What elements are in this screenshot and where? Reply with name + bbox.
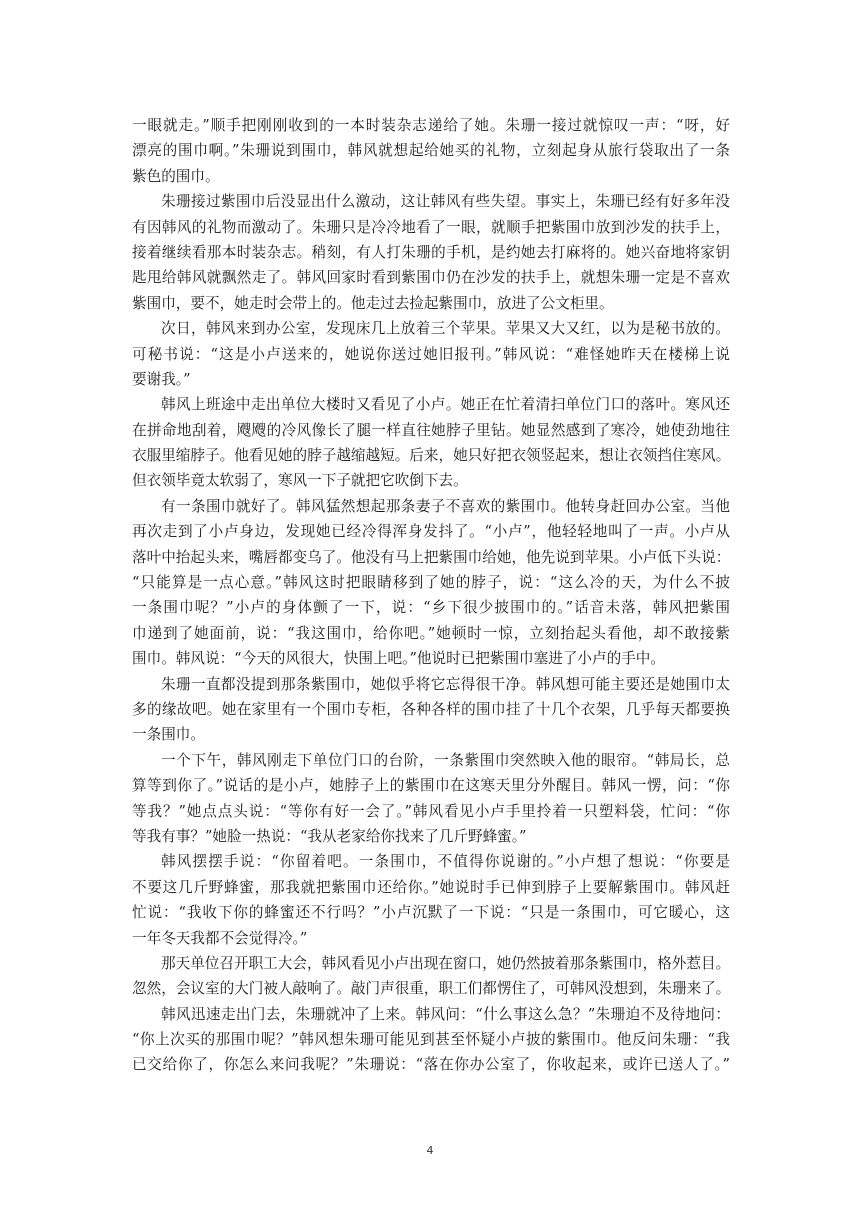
text-line: 不要这几斤野蜂蜜，那我就把紫围巾还给你。”她说时手已伸到脖子上要解紫围巾。韩风赶 [132, 878, 730, 896]
text-line: 有因韩风的礼物而激动了。朱珊只是冷冷地看了一眼，就顺手把紫围巾放到沙发的扶手上， [132, 218, 730, 236]
text-line: 一条围巾呢？”小卢的身体颤了一下，说：“乡下很少披围巾的。”话音未落，韩风把紫围 [132, 599, 730, 617]
text-line: 匙甩给韩风就飘然走了。韩风回家时看到紫围巾仍在沙发的扶手上，就想朱珊一定是不喜欢 [132, 269, 730, 287]
text-line: 韩风摆摆手说：“你留着吧。一条围巾，不值得你说谢的。”小卢想了想说：“你要是 [161, 853, 730, 871]
text-line: 已交给你了，你怎么来问我呢？”朱珊说：“落在你办公室了，你收起来，或许已送人了。” [132, 1056, 730, 1074]
text-line: 那天单位召开职工大会，韩风看见小卢出现在窗口，她仍然披着那条紫围巾，格外惹目。 [161, 954, 731, 972]
text-line: 漂亮的围巾啊。”朱珊说到围巾，韩风就想起给她买的礼物，立刻起身从旅行袋取出了一条 [132, 142, 730, 160]
text-line: 韩风迅速走出门去，朱珊就冲了上来。韩风问：“什么事这么急？”朱珊迫不及待地问： [161, 1005, 730, 1023]
text-line: 有一条围巾就好了。韩风猛然想起那条妻子不喜欢的紫围巾。他转身赶回办公室。当他 [161, 497, 730, 515]
text-line: “你上次买的那围巾呢？”韩风想朱珊可能见到甚至怀疑小卢披的紫围巾。他反问朱珊：“我 [132, 1031, 730, 1049]
text-line: 紫围巾，要不，她走时会带上的。他走过去捡起紫围巾，放进了公文柜里。 [132, 294, 614, 312]
text-line: 等我有事？”她脸一热说：“我从老家给你找来了几斤野蜂蜜。” [132, 827, 527, 845]
text-line: 一年冬天我都不会觉得冷。” [132, 929, 308, 947]
text-line: 朱珊接过紫围巾后没显出什么激动，这让韩风有些失望。事实上，朱珊已经有好多年没 [161, 193, 730, 211]
text-line: 一条围巾。 [132, 726, 205, 744]
text-line: 一眼就走。”顺手把刚刚收到的一本时装杂志递给了她。朱珊一接过就惊叹一声：“呀，好 [132, 117, 730, 134]
text-line: 衣服里缩脖子。他看见她的脖子越缩越短。后来，她只好把衣领竖起来，想让衣领挡住寒风。 [132, 447, 731, 465]
text-line: 次日，韩风来到办公室，发现床几上放着三个苹果。苹果又大又红，以为是秘书放的。 [161, 320, 730, 338]
text-line: 可秘书说：“这是小卢送来的，她说你送过她旧报刊。”韩风说：“难怪她昨天在楼梯上说 [132, 345, 730, 363]
text-line: 算等到你了。”说话的是小卢，她脖子上的紫围巾在这寒天里分外醒目。韩风一愣，问：“你 [132, 777, 730, 795]
text-line: 忽然，会议室的大门被人敲响了。敲门声很重，职工们都愣住了，可韩风没想到，朱珊来了。 [132, 980, 731, 998]
text-line: 围巾。韩风说：“今天的风很大，快围上吧。”他说时已把紫围巾塞进了小卢的手中。 [132, 650, 665, 668]
text-line: 要谢我。” [132, 370, 191, 388]
text-line: 韩风上班途中走出单位大楼时又看见了小卢。她正在忙着清扫单位门口的落叶。寒风还 [161, 396, 730, 414]
text-line: 紫色的围巾。 [132, 167, 220, 185]
text-line: 多的缘故吧。她在家里有一个围巾专柜，各种各样的围巾挂了十几个衣架，几乎每天都要换 [132, 700, 730, 718]
text-line: 但衣领毕竟太软弱了，寒风一下子就把它吹倒下去。 [132, 472, 468, 490]
text-line: 忙说：“我收下你的蜂蜜还不行吗？”小卢沉默了一下说：“只是一条围巾，可它暖心，这 [132, 904, 730, 922]
text-line: 朱珊一直都没提到那条紫围巾，她似乎将它忘得很干净。韩风想可能主要还是她围巾太 [161, 675, 730, 693]
text-line: 等我？”她点点头说：“等你有好一会了。”韩风看见小卢手里拎着一只塑料袋，忙问：“你 [132, 802, 730, 820]
text-line: 巾递到了她面前，说：“我这围巾，给你吧。”她顿时一惊，立刻抬起头看他，却不敢接紫 [132, 624, 730, 642]
document-body [132, 113, 730, 1078]
text-line: 落叶中抬起头来，嘴唇都变乌了。他没有马上把紫围巾给她，他先说到苹果。小卢低下头说： [132, 548, 731, 566]
text-line: 一个下午，韩风刚走下单位门口的台阶，一条紫围巾突然映入他的眼帘。“韩局长，总 [161, 751, 730, 769]
text-line: 接着继续看那本时装杂志。稍刻，有人打朱珊的手机，是约她去打麻将的。她兴奋地将家钥 [132, 243, 730, 261]
text-line: 在拼命地刮着，飕飕的冷风像长了腿一样直往她脖子里钻。她显然感到了寒冷，她使劲地往 [132, 421, 730, 439]
page-number: 4 [426, 1144, 434, 1157]
text-line: “只能算是一点心意。”韩风这时把眼睛移到了她的脖子，说：“这么冷的天，为什么不披 [132, 574, 730, 592]
text-line: 再次走到了小卢身边，发现她已经冷得浑身发抖了。“小卢”，他轻轻地叫了一声。小卢从 [132, 523, 730, 541]
